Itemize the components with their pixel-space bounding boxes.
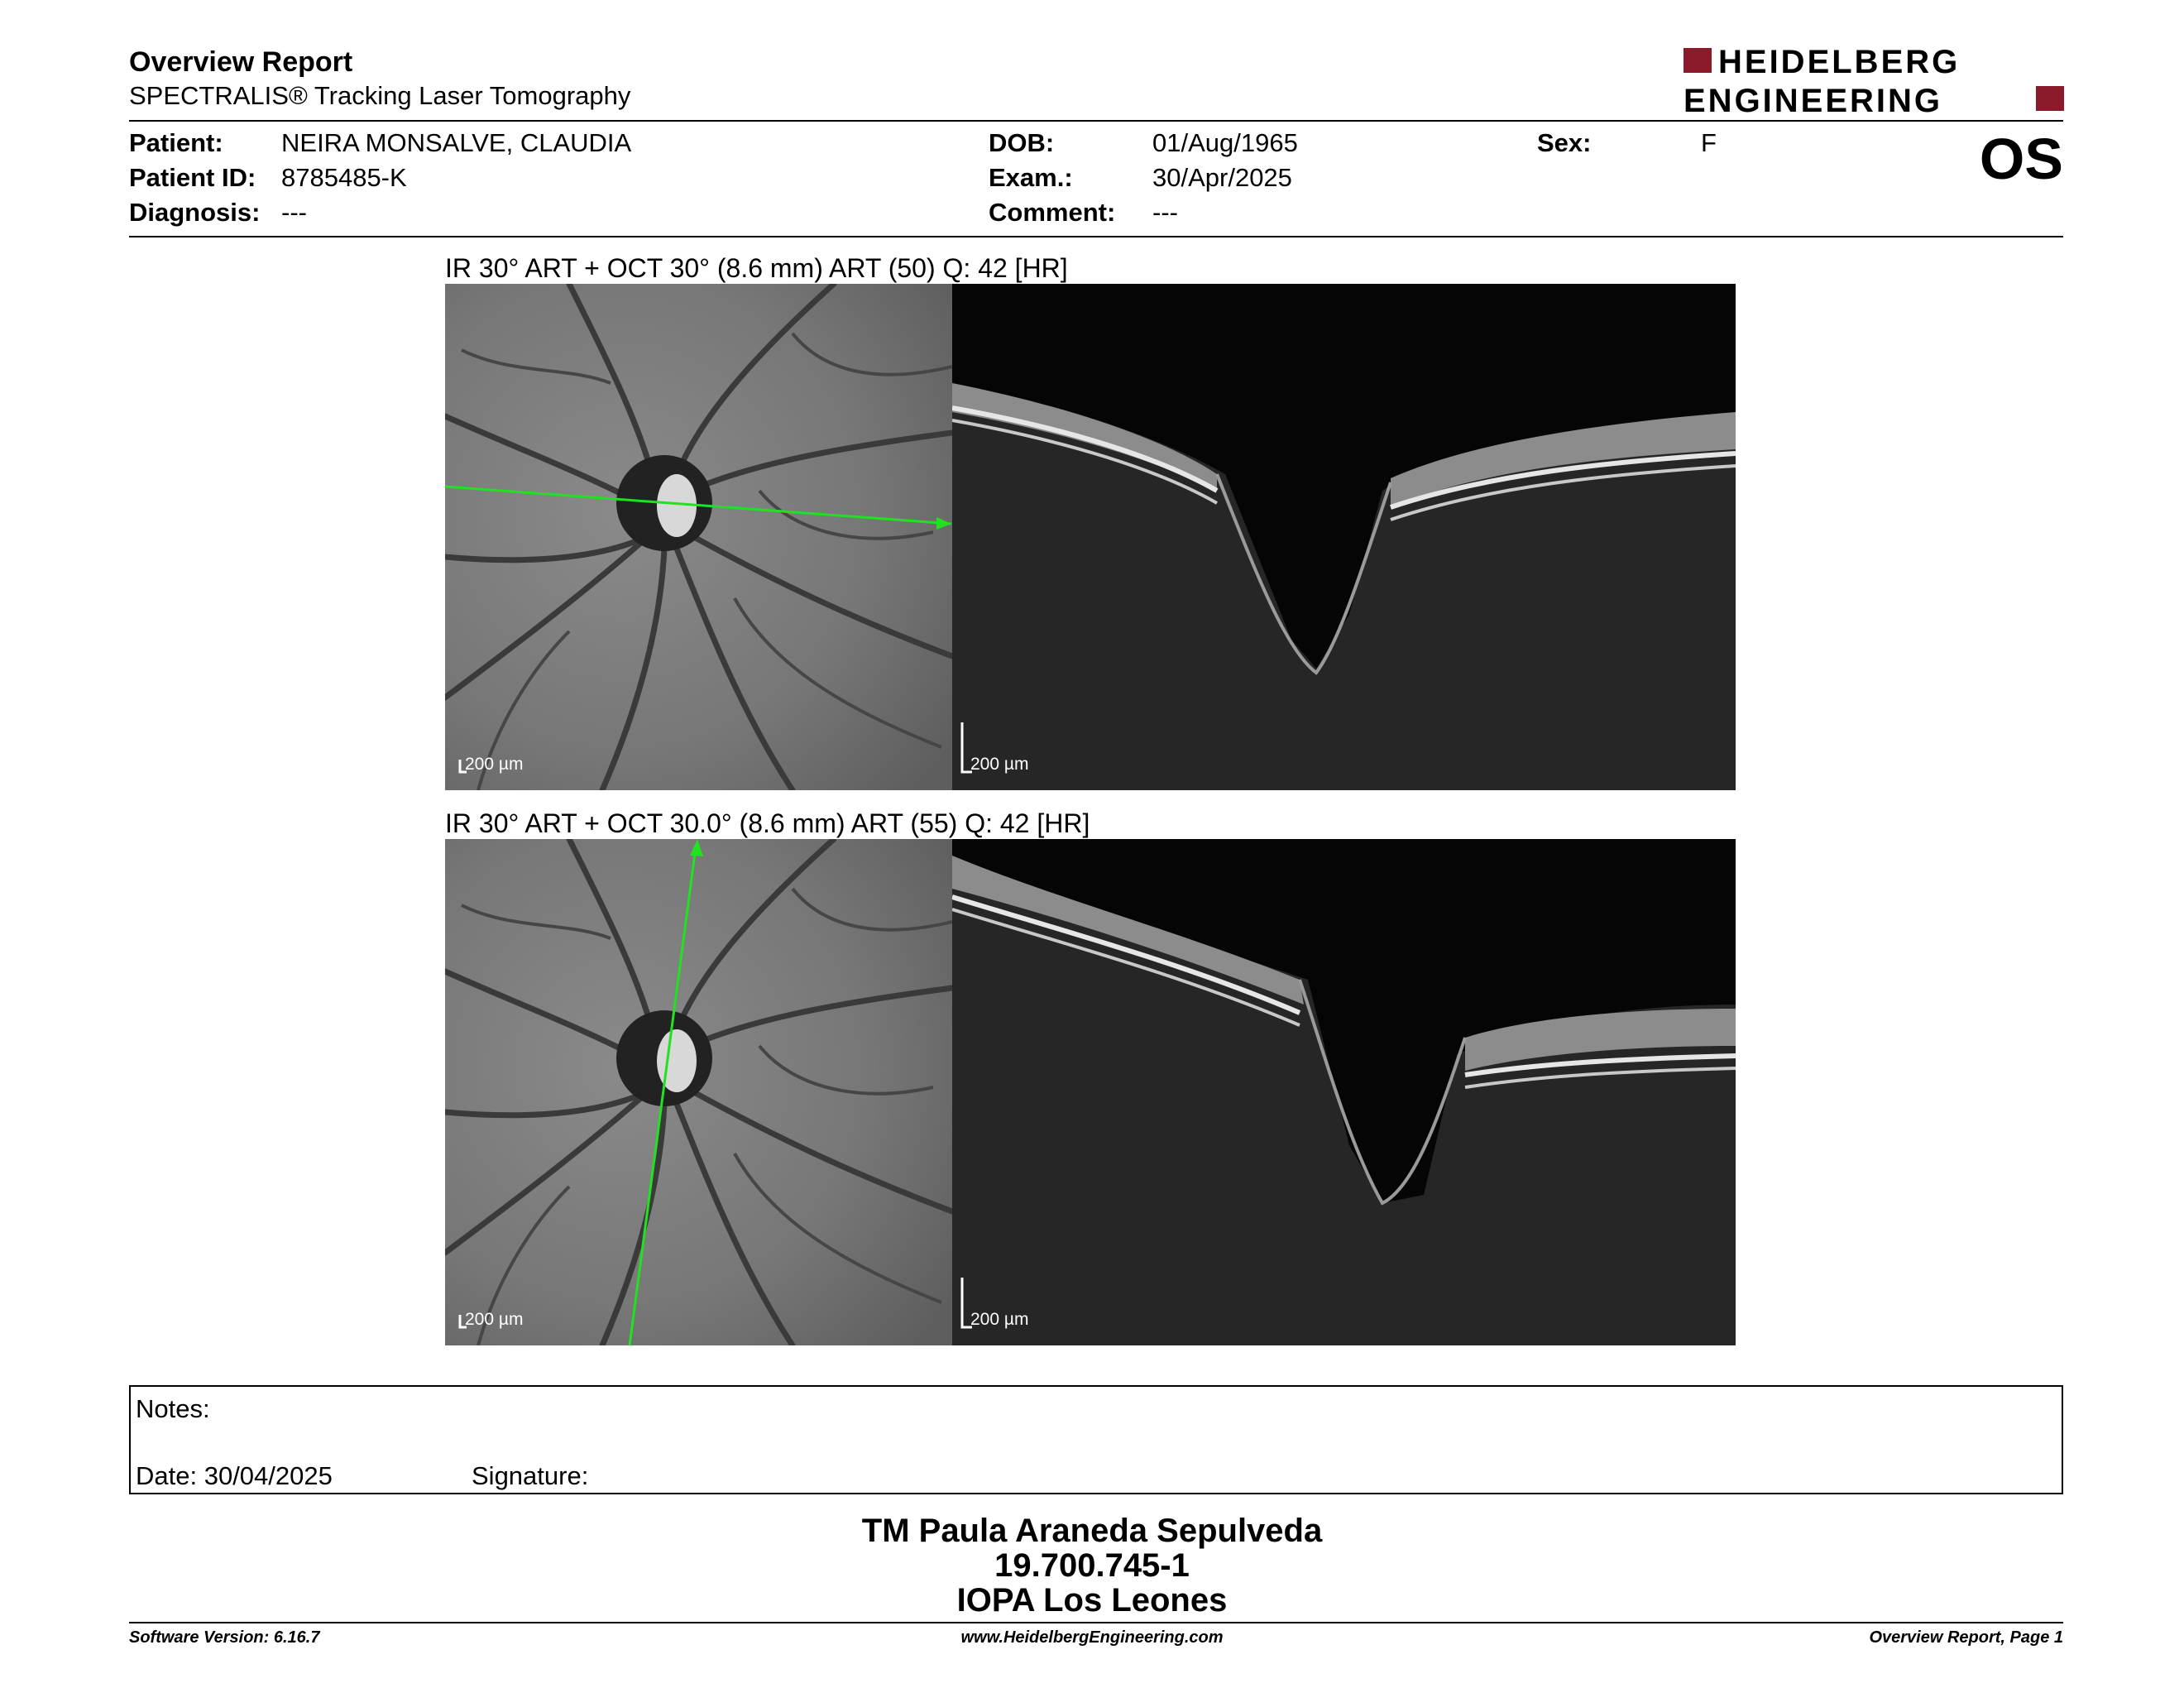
notes-label: Notes: <box>136 1394 210 1423</box>
exam-label: Exam.: <box>989 163 1073 192</box>
scan-2-oct-scale: 200 µm <box>970 1310 1029 1329</box>
scan-2-fundus-image <box>445 839 952 1345</box>
footer-rule <box>129 1622 2063 1623</box>
exam-value: 30/Apr/2025 <box>1152 163 1292 192</box>
sex-value: F <box>1701 128 1717 157</box>
logo-line2: ENGINEERING <box>1684 83 1943 117</box>
sex-label: Sex: <box>1537 128 1592 157</box>
patient-label: Patient: <box>129 128 223 157</box>
patient-rule <box>129 236 2063 237</box>
laterality-os: OS <box>1979 127 2063 191</box>
signatory-id: 19.700.745-1 <box>994 1547 1190 1584</box>
header-rule <box>129 120 2063 122</box>
scan-1-caption: IR 30° ART + OCT 30° (8.6 mm) ART (50) Q: 42 [HR] <box>445 253 1068 283</box>
date-label: Date: 30/04/2025 <box>136 1461 333 1490</box>
patient-name: NEIRA MONSALVE, CLAUDIA <box>281 128 632 157</box>
heidelberg-logo <box>1684 43 2064 117</box>
dob-value: 01/Aug/1965 <box>1152 128 1298 157</box>
signatory-name: TM Paula Araneda Sepulveda <box>861 1513 1323 1549</box>
patient-id-label: Patient ID: <box>129 163 256 192</box>
scan-1-oct-bscan <box>952 284 1736 790</box>
scan-1-oct-scale: 200 µm <box>970 755 1029 774</box>
scan-1-fundus-scale: 200 µm <box>465 755 524 774</box>
scan-2-fundus-scale: 200 µm <box>465 1310 524 1329</box>
notes-box <box>129 1385 2063 1494</box>
logo-line1: HEIDELBERG <box>1718 44 1961 80</box>
diagnosis-value: --- <box>281 198 307 227</box>
comment-value: --- <box>1152 198 1178 227</box>
signature-label: Signature: <box>472 1461 589 1490</box>
comment-label: Comment: <box>989 198 1116 227</box>
scan-2-oct-bscan <box>952 839 1736 1345</box>
report-subtitle: SPECTRALIS® Tracking Laser Tomography <box>129 81 631 110</box>
patient-id: 8785485-K <box>281 163 407 192</box>
scan-1-fundus-image <box>445 284 952 790</box>
signatory-institution: IOPA Los Leones <box>956 1582 1228 1618</box>
report-title: Overview Report <box>129 46 353 78</box>
dob-label: DOB: <box>989 128 1055 157</box>
diagnosis-label: Diagnosis: <box>129 198 261 227</box>
software-version: Software Version: 6.16.7 <box>129 1628 320 1647</box>
scan-2-caption: IR 30° ART + OCT 30.0° (8.6 mm) ART (55) Q: 42 [HR] <box>445 808 1090 838</box>
website-link[interactable]: www.HeidelbergEngineering.com <box>960 1628 1224 1647</box>
page-number: Overview Report, Page 1 <box>1869 1628 2063 1647</box>
